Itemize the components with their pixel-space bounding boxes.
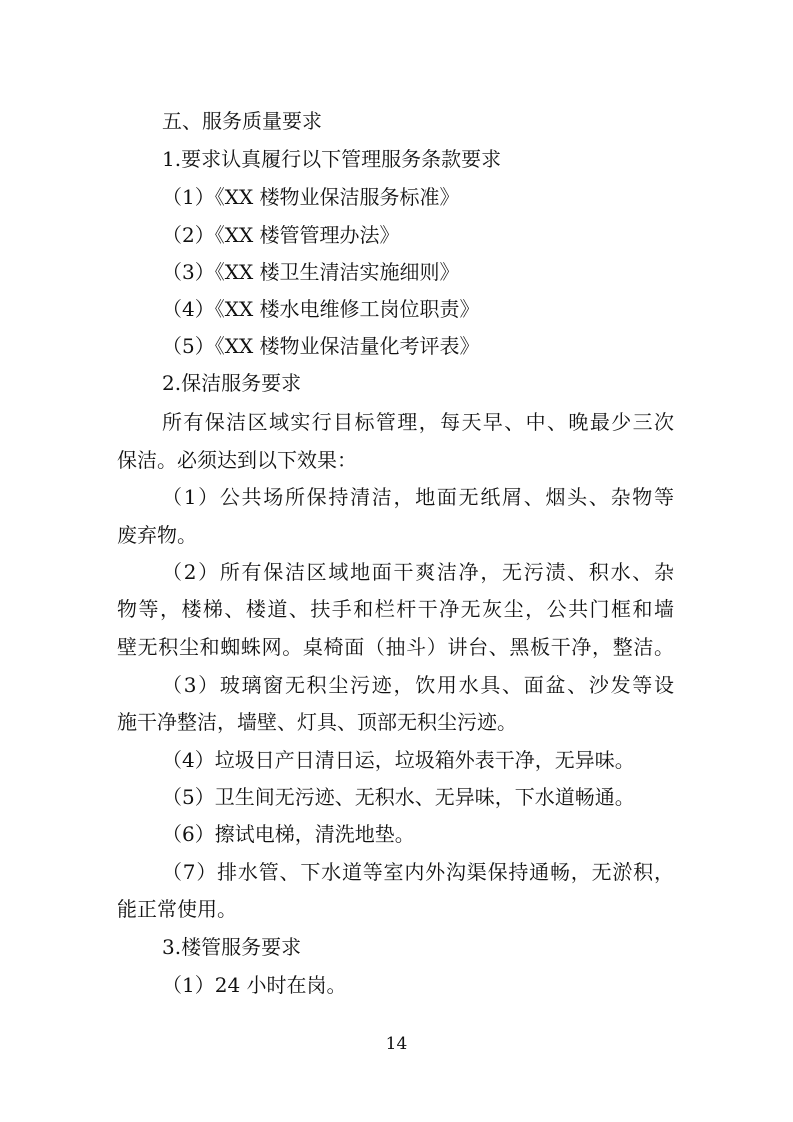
paragraph-line: （2）所有保洁区域地面干爽洁净，无污渍、积水、杂 [162,560,674,584]
list-item: （3）《XX 楼卫生清洁实施细则》 [162,260,460,284]
paragraph-line: （1）公共场所保持清洁，地面无纸屑、烟头、杂物等 [162,485,674,509]
paragraph-line: 壁无积尘和蜘蛛网。桌椅面（抽斗）讲台、黑板干净，整洁。 [117,635,674,659]
paragraph-line: （3）玻璃窗无积尘污迹，饮用水具、面盆、沙发等设 [162,673,674,697]
paragraph-line: 废弃物。 [117,523,197,547]
paragraph-line: 保洁。必须达到以下效果： [117,448,357,472]
list-item: （2）《XX 楼管管理办法》 [162,223,400,247]
list-item: （5）卫生间无污迹、无积水、无异味，下水道畅通。 [162,785,635,809]
paragraph-line: 能正常使用。 [117,897,237,921]
list-item: （5）《XX 楼物业保洁量化考评表》 [162,334,480,358]
list-item: （1）24 小时在岗。 [162,973,347,997]
paragraph-line: 所有保洁区域实行目标管理，每天早、中、晚最少三次 [162,410,674,434]
paragraph-line: 施干净整洁，墙壁、灯具、顶部无积尘污迹。 [117,710,517,734]
page-number: 14 [385,1034,408,1054]
list-item: （4）《XX 楼水电维修工岗位职责》 [162,297,480,321]
list-item: （1）《XX 楼物业保洁服务标准》 [162,185,460,209]
list-item: （4）垃圾日产日清日运，垃圾箱外表干净，无异味。 [162,748,635,772]
list-item: （6）擦试电梯，清洗地垫。 [162,822,415,846]
paragraph-line: 物等，楼梯、楼道、扶手和栏杆干净无灰尘，公共门框和墙 [117,597,674,621]
section-heading: 五、服务质量要求 [162,109,322,133]
subsection-heading: 2.保洁服务要求 [162,371,302,395]
subsection-heading: 1.要求认真履行以下管理服务条款要求 [162,147,502,171]
paragraph-line: （7）排水管、下水道等室内外沟渠保持通畅，无淤积， [162,860,674,884]
subsection-heading: 3.楼管服务要求 [162,935,302,959]
